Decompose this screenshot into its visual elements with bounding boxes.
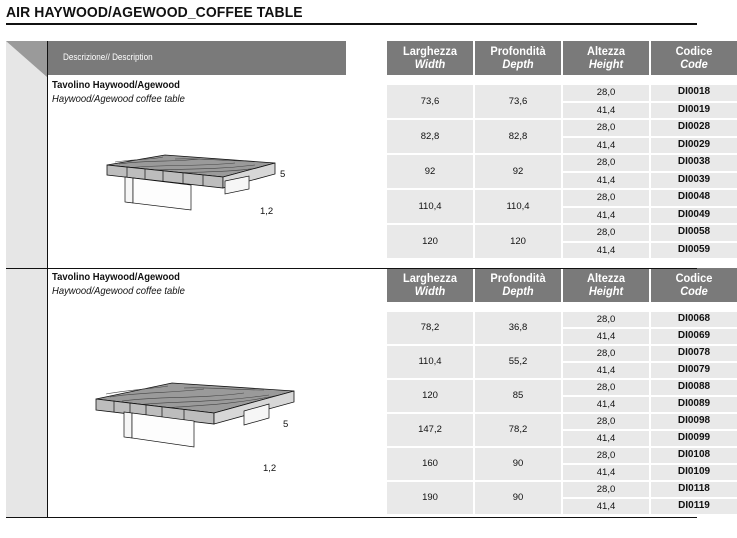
height-value: 28,0 bbox=[596, 314, 616, 325]
product-title: Tavolino Haywood/Agewood bbox=[52, 79, 180, 91]
height-value: 41,4 bbox=[596, 139, 616, 151]
column-header-en: Height bbox=[588, 284, 624, 298]
depth-value: 92 bbox=[512, 165, 524, 177]
column-header bbox=[651, 268, 737, 302]
height-value: 28,0 bbox=[596, 382, 616, 393]
product-title: Tavolino Haywood/Agewood bbox=[52, 271, 180, 283]
section-divider bbox=[6, 268, 697, 269]
width-value: 160 bbox=[422, 458, 438, 469]
code-value: DI0059 bbox=[677, 243, 711, 255]
column-header-it: Codice bbox=[675, 44, 713, 58]
leg-thickness-label: 1,2 bbox=[260, 206, 274, 217]
depth-value: 90 bbox=[512, 458, 524, 469]
column-header bbox=[563, 41, 649, 75]
code-value: DI0119 bbox=[678, 500, 710, 511]
code-value: DI0049 bbox=[677, 208, 711, 220]
height-value: 41,4 bbox=[596, 467, 616, 478]
column-header-it: Larghezza bbox=[403, 271, 457, 285]
code-value: DI0108 bbox=[677, 449, 711, 460]
code-value: DI0039 bbox=[677, 173, 711, 185]
height-value: 28,0 bbox=[596, 416, 616, 427]
height-value: 41,4 bbox=[596, 399, 616, 410]
size-table bbox=[387, 41, 713, 268]
height-value: 28,0 bbox=[596, 348, 616, 359]
column-header-en: Code bbox=[680, 57, 708, 71]
depth-value: 78,2 bbox=[508, 424, 528, 435]
depth-value: 36,8 bbox=[508, 322, 528, 333]
code-value: DI0038 bbox=[677, 156, 711, 167]
left-border bbox=[47, 41, 48, 518]
height-value: 28,0 bbox=[596, 192, 616, 203]
width-value: 78,2 bbox=[420, 322, 440, 333]
column-header bbox=[387, 41, 473, 75]
depth-value: 90 bbox=[512, 492, 524, 503]
column-header bbox=[651, 41, 737, 75]
width-value: 110,4 bbox=[418, 200, 442, 212]
code-value: DI0098 bbox=[677, 415, 711, 426]
code-value: DI0028 bbox=[677, 121, 711, 132]
code-value: DI0058 bbox=[677, 226, 711, 237]
width-value: 110,4 bbox=[418, 356, 442, 367]
column-header bbox=[475, 268, 561, 302]
height-value: 41,4 bbox=[596, 433, 616, 444]
code-value: DI0079 bbox=[677, 364, 711, 375]
code-value: DI0118 bbox=[678, 483, 710, 494]
column-header bbox=[387, 268, 473, 302]
column-header-en: Width bbox=[414, 284, 446, 298]
depth-value: 55,2 bbox=[508, 356, 528, 367]
column-header-it: Codice bbox=[675, 271, 713, 285]
column-header-en: Depth bbox=[502, 284, 534, 298]
coffee-table-drawing-square bbox=[105, 153, 275, 233]
width-value: 147,2 bbox=[418, 424, 442, 435]
product-section bbox=[47, 268, 713, 518]
height-value: 41,4 bbox=[596, 209, 616, 221]
column-header-en: Height bbox=[588, 57, 624, 71]
code-value: DI0048 bbox=[677, 191, 711, 202]
height-value: 28,0 bbox=[596, 484, 616, 495]
product-subtitle: Haywood/Agewood coffee table bbox=[52, 93, 185, 105]
coffee-table-drawing-rectangular bbox=[94, 381, 294, 461]
code-value: DI0088 bbox=[677, 381, 711, 392]
width-value: 120 bbox=[422, 235, 438, 247]
height-value: 28,0 bbox=[596, 227, 616, 238]
code-value: DI0089 bbox=[677, 398, 711, 409]
column-header-it: Larghezza bbox=[403, 44, 457, 58]
left-tab bbox=[6, 41, 47, 518]
title-rule bbox=[6, 23, 697, 25]
column-header-it: Altezza bbox=[586, 44, 626, 58]
column-header bbox=[563, 268, 649, 302]
width-value: 92 bbox=[424, 165, 436, 177]
width-value: 190 bbox=[422, 492, 438, 503]
width-value: 82,8 bbox=[420, 130, 440, 142]
column-header-it: Altezza bbox=[586, 271, 626, 285]
code-value: DI0068 bbox=[677, 313, 711, 324]
depth-value: 82,8 bbox=[508, 130, 528, 142]
column-header-it: Profondità bbox=[490, 271, 546, 285]
height-value: 41,4 bbox=[596, 365, 616, 376]
column-header-en: Width bbox=[414, 57, 446, 71]
height-value: 28,0 bbox=[596, 157, 616, 168]
product-subtitle: Haywood/Agewood coffee table bbox=[52, 285, 185, 297]
leg-thickness-label: 1,2 bbox=[263, 463, 277, 474]
description-header-label: Descrizione// Description bbox=[63, 52, 153, 62]
height-value: 41,4 bbox=[596, 501, 616, 512]
depth-value: 110,4 bbox=[506, 200, 530, 212]
code-value: DI0099 bbox=[677, 432, 711, 443]
column-header-en: Code bbox=[680, 284, 708, 298]
code-value: DI0018 bbox=[677, 86, 711, 97]
spec-sheet bbox=[6, 41, 713, 518]
height-value: 28,0 bbox=[596, 122, 616, 133]
corner-triangle-icon bbox=[6, 41, 47, 81]
page-title: AIR HAYWOOD/AGEWOOD_COFFEE TABLE bbox=[6, 4, 303, 21]
depth-value: 85 bbox=[512, 390, 524, 401]
bottom-border bbox=[6, 517, 697, 518]
height-value: 28,0 bbox=[596, 450, 616, 461]
code-value: DI0029 bbox=[677, 138, 711, 150]
width-value: 73,6 bbox=[420, 95, 440, 107]
code-value: DI0078 bbox=[677, 347, 711, 358]
column-header-en: Depth bbox=[502, 57, 534, 71]
height-value: 41,4 bbox=[596, 174, 616, 186]
height-value: 41,4 bbox=[596, 244, 616, 256]
height-value: 41,4 bbox=[596, 331, 616, 342]
top-thickness-label: 5 bbox=[283, 419, 289, 430]
size-table bbox=[387, 268, 713, 518]
code-value: DI0019 bbox=[677, 103, 711, 115]
width-value: 120 bbox=[422, 390, 438, 401]
depth-value: 120 bbox=[510, 235, 526, 247]
height-value: 28,0 bbox=[596, 87, 616, 98]
top-thickness-label: 5 bbox=[280, 169, 286, 180]
column-header-it: Profondità bbox=[490, 44, 546, 58]
depth-value: 73,6 bbox=[508, 95, 528, 107]
height-value: 41,4 bbox=[596, 104, 616, 116]
product-section bbox=[47, 41, 713, 268]
code-value: DI0069 bbox=[677, 330, 711, 341]
code-value: DI0109 bbox=[677, 466, 711, 477]
column-header bbox=[475, 41, 561, 75]
